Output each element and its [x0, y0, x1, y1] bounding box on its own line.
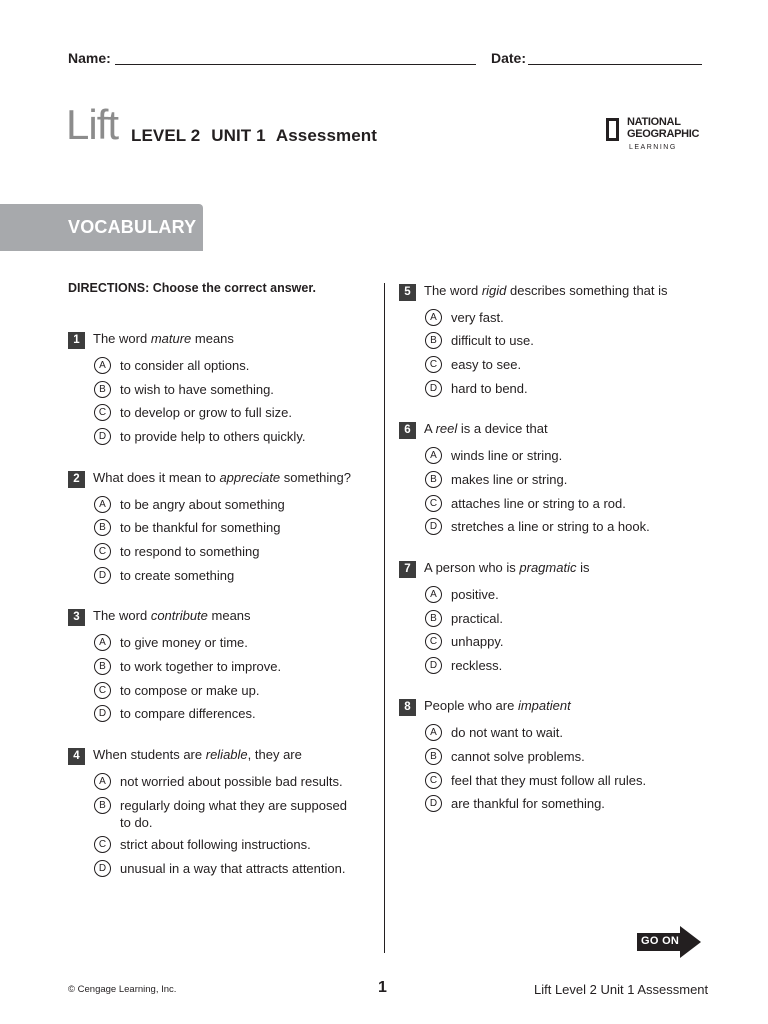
answer-bubble-icon[interactable]: D: [94, 428, 111, 445]
question-stem: [424, 421, 548, 436]
answer-option[interactable]: [94, 428, 384, 468]
answer-bubble-icon[interactable]: D: [425, 795, 442, 812]
question-number: 6: [399, 422, 416, 439]
answer-option[interactable]: [425, 380, 715, 420]
answer-text: cannot solve problems.: [451, 749, 585, 764]
answer-bubble-icon[interactable]: D: [425, 380, 442, 397]
answer-bubble-icon[interactable]: C: [94, 682, 111, 699]
section-banner-text: VOCABULARY: [68, 217, 197, 237]
answer-text: makes line or string.: [451, 472, 568, 487]
answer-text: very fast.: [451, 310, 504, 325]
question-number: 1: [68, 332, 85, 349]
question-number: 5: [399, 284, 416, 301]
answer-bubble-icon[interactable]: D: [94, 860, 111, 877]
answer-text: to work together to improve.: [120, 659, 282, 674]
answer-bubble-icon[interactable]: A: [425, 724, 442, 741]
answer-bubble-icon[interactable]: D: [94, 567, 111, 584]
answer-bubble-icon[interactable]: C: [94, 543, 111, 560]
stem-vocab-word: pragmatic: [519, 560, 577, 575]
question-number: 7: [399, 561, 416, 578]
answer-bubble-icon[interactable]: A: [94, 634, 111, 651]
answer-bubble-icon[interactable]: A: [425, 447, 442, 464]
ng-learning: LEARNING: [629, 144, 677, 151]
answer-option[interactable]: [425, 657, 715, 697]
answer-bubble-icon[interactable]: A: [425, 586, 442, 603]
stem-text: What does it mean to: [93, 470, 220, 485]
name-label: Name:: [68, 50, 111, 66]
answer-text: to compare differences.: [120, 706, 256, 721]
stem-text: something?: [280, 470, 351, 485]
stem-text: is: [576, 560, 590, 575]
answer-text: to be thankful for something: [120, 520, 281, 535]
footer-title: Lift Level 2 Unit 1 Assessment: [534, 982, 709, 997]
stem-text: means: [207, 608, 251, 623]
stem-text: The word: [93, 331, 151, 346]
answer-bubble-icon[interactable]: B: [94, 381, 111, 398]
stem-vocab-word: contribute: [150, 608, 208, 623]
stem-vocab-word: rigid: [481, 283, 507, 298]
question-number: 8: [399, 699, 416, 716]
answer-text: to consider all options.: [120, 358, 250, 373]
stem-text: means: [191, 331, 234, 346]
answer-bubble-icon[interactable]: C: [94, 836, 111, 853]
answer-bubble-icon[interactable]: C: [94, 404, 111, 421]
stem-vocab-word: appreciate: [219, 470, 281, 485]
question-stem: [93, 747, 302, 762]
column-divider: [384, 283, 385, 953]
answer-text: do not want to wait.: [451, 725, 564, 740]
answer-option[interactable]: [94, 860, 384, 900]
answer-text: hard to bend.: [451, 381, 528, 396]
question-stem: [93, 470, 351, 485]
answer-bubble-icon[interactable]: B: [94, 519, 111, 536]
answer-text: to develop or grow to full size.: [120, 405, 292, 420]
answer-text: feel that they must follow all rules.: [451, 773, 647, 788]
answer-text: to wish to have something.: [120, 382, 274, 397]
ng-line1: NATIONAL: [627, 116, 681, 128]
question-number: 2: [68, 471, 85, 488]
answer-text: to compose or make up.: [120, 683, 260, 698]
answer-text: regularly doing what they are supposed to do.: [120, 798, 347, 830]
answer-bubble-icon[interactable]: B: [94, 658, 111, 675]
answer-bubble-icon[interactable]: C: [425, 356, 442, 373]
question-stem: [93, 331, 234, 346]
stem-vocab-word: reliable: [205, 747, 248, 762]
answer-option[interactable]: [94, 797, 384, 837]
question-number: 3: [68, 609, 85, 626]
answer-text: are thankful for something.: [451, 796, 605, 811]
answer-text: attaches line or string to a rod.: [451, 496, 626, 511]
answer-text: reckless.: [451, 658, 503, 673]
ng-wordmark: [627, 116, 699, 140]
answer-bubble-icon[interactable]: A: [94, 773, 111, 790]
answer-bubble-icon[interactable]: D: [425, 518, 442, 535]
arrow-right-icon: [680, 926, 701, 958]
question-stem: [424, 283, 668, 298]
stem-text: A person who is: [424, 560, 520, 575]
answer-bubble-icon[interactable]: C: [425, 772, 442, 789]
question-number: 4: [68, 748, 85, 765]
answer-text: easy to see.: [451, 357, 522, 372]
answer-text: unusual in a way that attracts attention.: [120, 861, 346, 876]
answer-text: stretches a line or string to a hook.: [451, 519, 650, 534]
page-number: 1: [378, 979, 387, 996]
question-stem: [93, 608, 251, 623]
answer-text: positive.: [451, 587, 499, 602]
stem-text: People who are: [424, 698, 518, 713]
stem-vocab-word: impatient: [517, 698, 571, 713]
answer-bubble-icon[interactable]: B: [425, 471, 442, 488]
answer-bubble-icon[interactable]: C: [425, 633, 442, 650]
answer-bubble-icon[interactable]: B: [94, 797, 111, 814]
stem-text: A: [424, 421, 436, 436]
answer-text: to be angry about something: [120, 497, 285, 512]
answer-text: winds line or string.: [451, 448, 563, 463]
stem-text: is a device that: [457, 421, 548, 436]
answer-text: to create something: [120, 568, 235, 583]
answer-text: strict about following instructions.: [120, 837, 311, 852]
date-line[interactable]: [528, 64, 702, 65]
answer-text: practical.: [451, 611, 504, 626]
stem-text: describes something that is: [506, 283, 668, 298]
question-stem: [424, 698, 571, 713]
stem-text: The word: [93, 608, 151, 623]
page-title: [131, 126, 383, 146]
title-level: LEVEL 2: [131, 126, 201, 145]
stem-vocab-word: reel: [435, 421, 458, 436]
title-unit: UNIT 1: [211, 126, 266, 145]
answer-text: to respond to something: [120, 544, 260, 559]
question-stem: [424, 560, 589, 575]
name-line[interactable]: [115, 64, 476, 65]
ng-yellow-border-icon: [606, 118, 619, 141]
stem-text: When students are: [93, 747, 206, 762]
answer-bubble-icon[interactable]: D: [425, 657, 442, 674]
directions: DIRECTIONS: Choose the correct answer.: [68, 281, 316, 295]
answer-text: to give money or time.: [120, 635, 248, 650]
answer-bubble-icon[interactable]: A: [94, 496, 111, 513]
answer-option[interactable]: [425, 795, 715, 835]
footer-copyright: © Cengage Learning, Inc.: [68, 984, 177, 995]
answer-bubble-icon[interactable]: D: [94, 705, 111, 722]
answer-option[interactable]: [94, 567, 384, 607]
answer-bubble-icon[interactable]: B: [425, 748, 442, 765]
title-assessment: Assessment: [275, 126, 378, 145]
answer-bubble-icon[interactable]: A: [94, 357, 111, 374]
ng-line2: GEOGRAPHIC: [627, 128, 700, 140]
answer-text: not worried about possible bad results.: [120, 774, 343, 789]
lift-logo: Lift: [66, 101, 119, 148]
stem-text: The word: [424, 283, 482, 298]
answer-bubble-icon[interactable]: A: [425, 309, 442, 326]
stem-text: , they are: [247, 747, 302, 762]
go-on-label: GO ON: [641, 935, 680, 947]
answer-option[interactable]: [425, 518, 715, 558]
answer-bubble-icon[interactable]: B: [425, 610, 442, 627]
answer-option[interactable]: [94, 705, 384, 745]
answer-bubble-icon[interactable]: C: [425, 495, 442, 512]
answer-text: difficult to use.: [451, 333, 534, 348]
section-banner: [0, 204, 203, 251]
stem-vocab-word: mature: [150, 331, 192, 346]
answer-text: unhappy.: [451, 634, 504, 649]
answer-text: to provide help to others quickly.: [120, 429, 306, 444]
date-label: Date:: [491, 50, 527, 66]
answer-bubble-icon[interactable]: B: [425, 332, 442, 349]
